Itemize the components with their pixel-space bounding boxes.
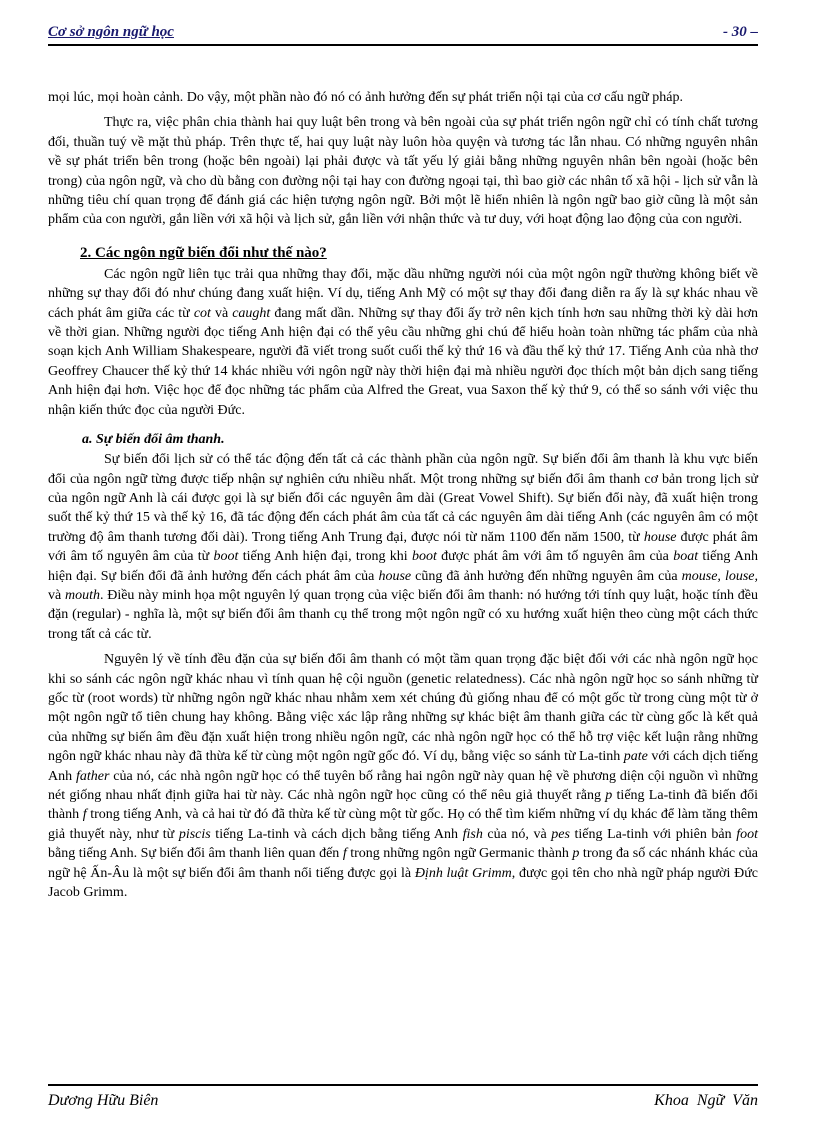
paragraph-sound-change: Sự biến đổi lịch sử có thể tác động đến tất cả các thành phần của ngôn ngữ. Sự biến đổi âm thanh là khu vực biến đổi của ngôn ngữ từng được tiếp nhận sự nghiên cứu nhiều nhất. Một trong những sự biến đổi âm thanh cơ bản trong lịch sử của ngôn ngữ Anh là cái được gọi là sự biến đổi các nguyên âm dài (Great Vowel Shift). Sự biến đổi này, đã xuất hiện trong suốt thế kỷ thứ 15 và thế kỷ 16, đã tác động đến cách phát âm của tất cả các nguyên âm dài tiếng Anh (các nguyên âm có một trường độ âm thanh tương đối dài). Trong tiếng Anh Trung đại, được nói từ năm 1100 đến năm 1500, từ house được phát âm với âm tố nguyên âm của từ boot tiếng Anh hiện đại, trong khi boot được phát âm với âm tố nguyên âm của boat tiếng Anh hiện đại. Sự biến đổi đã ảnh hưởng đến cách phát âm của house cũng đã ảnh hưởng đến những nguyên âm của mouse, louse, và mouth. Điều này minh họa một nguyên lý quan trọng của việc biến đổi âm thanh: nó hướng tới tính quy luật, hoặc tính đều đặn (regular) - nghĩa là, một sự biến đổi âm thanh cụ thể trong một ngôn ngữ có xu hướng xuất hiện theo cùng một cách thức trong tất cả các từ.	[48, 452, 759, 642]
paragraph-language-change: Các ngôn ngữ liên tục trải qua những thay đổi, mặc dầu những người nói của một ngôn ngữ thường không biết về những sự thay đổi đó như chúng đang xuất hiện. Ví dụ, tiếng Anh Mỹ có một sự thay đổi đang diễn ra ấy là sự khác nhau về cách phát âm giữa các từ cot và caught đang mất dần. Những sự thay đổi ấy trở nên kịch tính hơn sau những thời kỳ dài hơn về thời gian. Những người đọc tiếng Anh hiện đại có thể yêu cầu những ghi chú để hiểu hoàn toàn những tác phẩm của nhà soạn kịch Anh William Shakespeare, người đã viết trong suốt cuối thế kỷ thứ 16 và đầu thế kỷ thứ 17. Tiếng Anh của nhà thơ Geoffrey Chaucer thế kỷ thứ 14 khác nhiều với ngôn ngữ này thời hiện đại mà nhiều người đọc thích một bản dịch sang tiếng Anh hiện đại hơn. Việc học để đọc những tác phẩm của Alfred the Great, vua Saxon thế kỷ thứ 9, có thể so sánh với việc thu nhận kiến thức đọc của người Đức.	[48, 266, 758, 418]
section-heading-2: 2. Các ngôn ngữ biến đổi như thế nào?	[80, 244, 327, 261]
paragraph-laws: Thực ra, việc phân chia thành hai quy luật bên trong và bên ngoài của sự phát triển ngôn ngữ chỉ có tính chất tương đối, thuần tuý về mặt thủ pháp. Trên thực tế, hai quy luật này luôn hòa quyện và tương tác lẫn nhau. Có những nguyên nhân về sự phát triển bên trong (hoặc bên ngoài) lại phải được và tất yếu lý giải bằng những nguyên nhân bên ngoài (hoặc bên trong) của ngôn ngữ, và cho dù bằng con đường nội tại hay con đường ngoại tại, thì bao giờ các nhân tố xã hội - lịch sử vẫn là những tiêu chí quan trọng để đánh giá các hiện tượng ngôn ngữ. Bởi một lẽ hiển nhiên là ngôn ngữ bao giờ cũng là một sản phẩm của con người, gắn liền với xã hội và lịch sử, gắn liền với nhận thức và tư duy, với hoạt động lao động của con người.	[48, 115, 758, 228]
paragraph-regularity: Nguyên lý về tính đều đặn của sự biến đổi âm thanh có một tầm quan trọng đặc biệt đối với các nhà ngôn ngữ học khi so sánh các ngôn ngữ khác nhau vì tính quan hệ cội nguồn (genetic relatedness). Các nhà ngôn ngữ học so sánh những từ gốc từ (root words) từ những ngôn ngữ khác nhau nhằm xem xét chúng đủ giống nhau để có một gốc từ trong cùng một từ ở một ngôn ngữ tổ tiên chung hay không. Bằng việc xác lập rằng những sự khác biệt âm thanh giữa các từ cùng gốc là kết quả của những sự biến âm đều đặn xuất hiện trong nhiều ngôn ngữ, các nhà ngôn ngữ học có thể hỗ trợ việc kết luận rằng những ngôn ngữ khác nhau này đã thừa kế từ cùng một ngôn ngữ gốc đó. Ví dụ, bằng việc so sánh từ La-tinh pate với cách dịch tiếng Anh father của nó, các nhà ngôn ngữ học có thể tuyên bố rằng hai ngôn ngữ này quan hệ về phương diện cội nguồn vì những nét giống nhau nhất định giữa hai từ này. Các nhà ngôn ngữ học cũng có thể nêu giả thuyết rằng p tiếng La-tinh đã biến đổi thành f trong tiếng Anh, và cả hai từ đó đã thừa kế từ cùng một từ gốc. Họ có thể tìm kiếm những ví dụ khác để làm tăng thêm giả thuyết này, như từ piscis tiếng La-tinh và cách dịch bằng tiếng Anh fish của nó, và pes tiếng La-tinh với phiên bản foot bằng tiếng Anh. Sự biến đổi âm thanh liên quan đến f trong những ngôn ngữ Germanic thành p trong đa số các nhánh khác của ngữ hệ Ấn-Âu là một sự biến đổi âm thanh nổi tiếng được gọi là Định luật Grimm, được gọi tên cho nhà ngữ pháp người Đức Jacob Grimm.	[48, 652, 758, 901]
page-footer	[48, 1084, 758, 1116]
page-content	[48, 88, 758, 902]
subsection-heading-a: a. Sự biến đổi âm thanh.	[82, 432, 225, 448]
page-header	[48, 24, 758, 46]
footer-author: Dương Hữu Biên	[48, 1092, 159, 1109]
paragraph-continued: mọi lúc, mọi hoàn cảnh. Do vậy, một phần nào đó nó có ảnh hưởng đến sự phát triển nội tại của cơ cấu ngữ pháp.	[48, 90, 684, 105]
running-title: Cơ sở ngôn ngữ học	[48, 24, 174, 40]
footer-department: Khoa Ngữ Văn	[654, 1092, 758, 1109]
page-number: - 30 –	[723, 24, 758, 40]
